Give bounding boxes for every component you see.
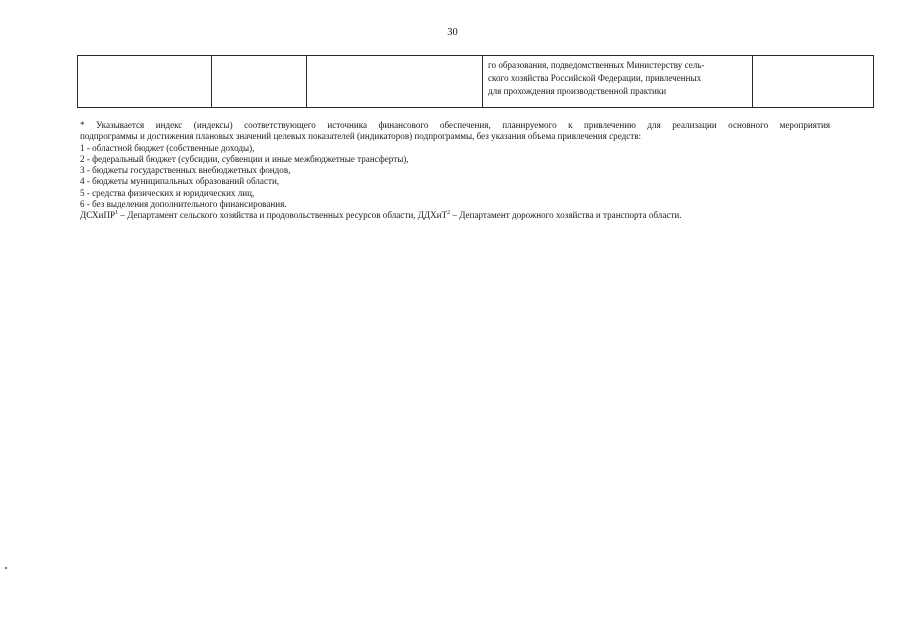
table-row xyxy=(78,56,874,108)
abbreviation-dskhipr-definition: – Департамент сельского хозяйства и продовольственных ресурсов области, xyxy=(118,210,418,221)
source-item: 2 - федеральный бюджет (субсидии, субвенции и иные межбюджетные трансферты), xyxy=(80,153,409,164)
table-cell-2 xyxy=(212,56,307,108)
table-cell-3 xyxy=(307,56,483,108)
abbreviation-ddkhit-definition: – Департамент дорожного хозяйства и транспорта области. xyxy=(450,210,682,221)
superscript-2: 2 xyxy=(447,210,451,217)
table-cell-description xyxy=(483,56,753,108)
table-cell-1 xyxy=(78,56,212,108)
description-text xyxy=(488,59,748,98)
abbreviation-ddkhit: ДДХиТ xyxy=(417,210,448,221)
source-item: 1 - областной бюджет (собственные доходы), xyxy=(80,142,255,153)
description-line: для прохождения производственной практики xyxy=(488,86,667,96)
continuation-table xyxy=(77,55,874,108)
source-item: 5 - средства физических и юридических лиц, xyxy=(80,187,255,198)
scan-artifact xyxy=(5,567,7,569)
source-item: 3 - бюджеты государственных внебюджетных фондов, xyxy=(80,165,291,176)
footnote-intro: * Указывается индекс (индексы) соответствующего источника финансового обеспечения, планируемого к привлечению для реализации основного мероприятия xyxy=(80,120,830,130)
superscript-1: 1 xyxy=(115,210,119,217)
description-line: го образования, подведомственных Министерству сель- xyxy=(488,60,705,70)
footnotes xyxy=(80,120,855,222)
description-line: ского хозяйства Российской Федерации, привлеченных xyxy=(488,73,702,83)
abbreviation-dskhipr: ДСХиПР xyxy=(80,210,116,221)
footnote-intro-continued: подпрограммы и достижения плановых значений целевых показателей (индикаторов) подпрограммы, без указания объема привлечения средств: xyxy=(80,131,642,142)
source-item: 4 - бюджеты муниципальных образований области, xyxy=(80,176,280,187)
page-number: 30 xyxy=(447,27,458,38)
source-item: 6 - без выделения дополнительного финансирования. xyxy=(80,199,287,210)
table-cell-5 xyxy=(753,56,874,108)
abbreviations-line xyxy=(80,210,855,221)
